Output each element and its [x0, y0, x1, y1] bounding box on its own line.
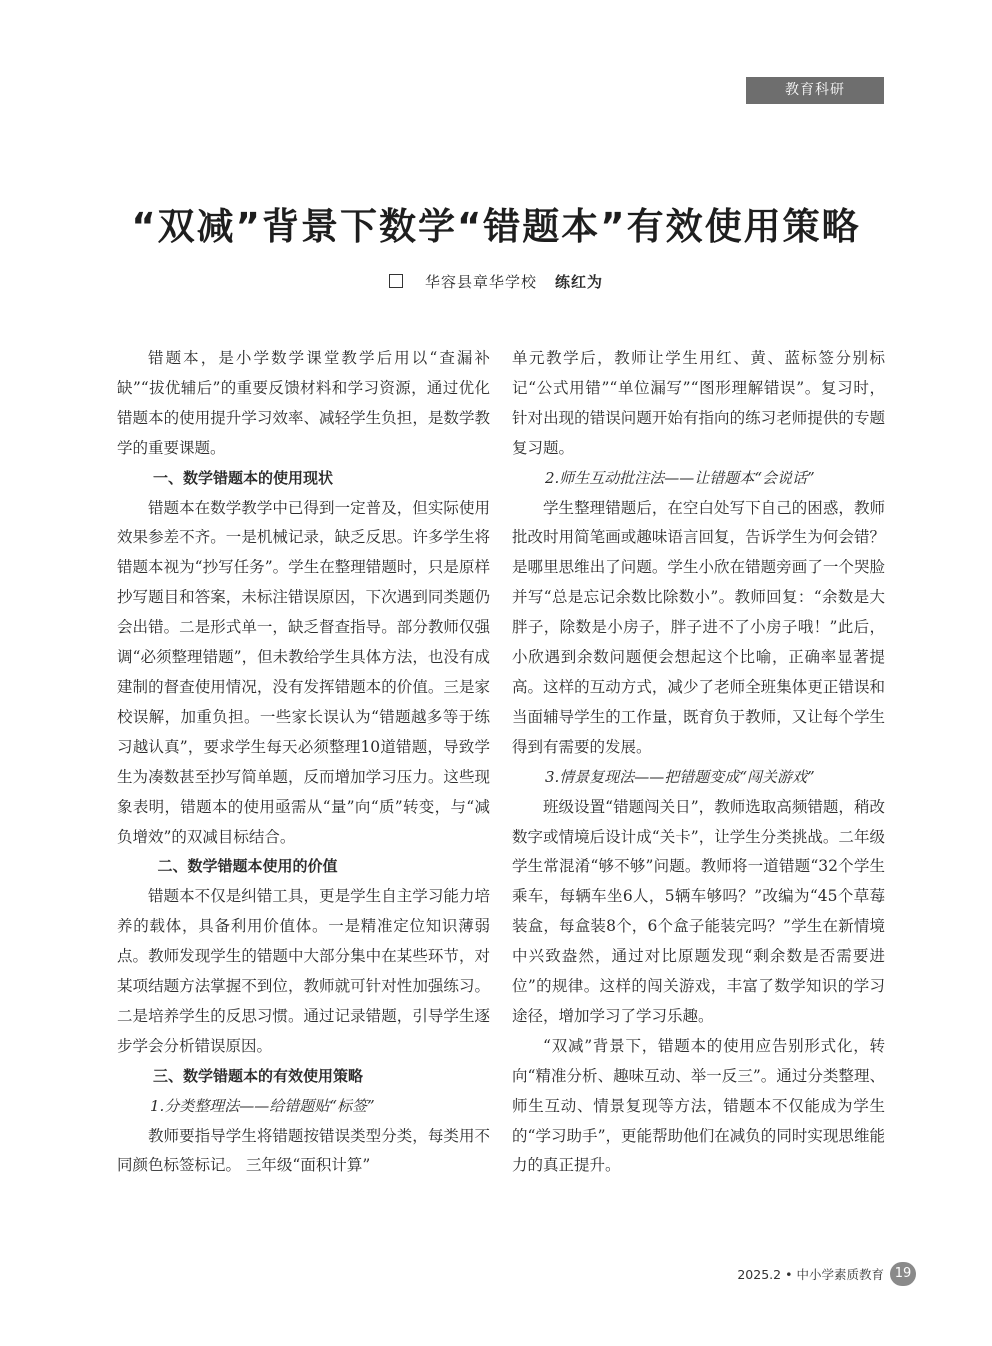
body-paragraph: 错题本不仅是纠错工具，更是学生自主学习能力培养的载体，具备利用价值体。一是精准定位知识薄弱点。教师发现学生的错题中大部分集中在某些环节，对某项结题方法掌握不到位，教师就可针对性加强练习。二是培养学生的反思习惯。通过记录错题，引导学生逐步学会分析错误原因。	[117, 887, 490, 1055]
section-heading-3: 三、数学错题本的有效使用策略	[153, 1066, 364, 1085]
conclusion-paragraph: “双减”背景下，错题本的使用应告别形式化，转向“精准分析、趣味互动、举一反三”。通过分类整理、师生互动、情景复现等方法，错题本不仅能成为学生的“学习助手”，更能帮助他们在减负的同时实现思维能力的真正提升。	[512, 1036, 885, 1175]
article-title: “双减”背景下数学“错题本”有效使用策略	[131, 205, 861, 248]
issue-number: 2025.2	[737, 1266, 782, 1282]
journal-name: 中小学素质教育	[796, 1267, 884, 1282]
byline	[0, 270, 992, 294]
author-name: 练红为	[555, 273, 604, 291]
right-column	[512, 344, 885, 1181]
section-heading-1: 一、数学错题本的使用现状	[153, 468, 334, 487]
page-footer	[737, 1262, 916, 1286]
left-column	[117, 344, 490, 1181]
body-paragraph: 学生整理错题后，在空白处写下自己的困惑，教师批改时用简笔画或趣味语言回复，告诉学生为何会错？是哪里思维出了问题。学生小欣在错题旁画了一个哭脸并写“总是忘记余数比除数小”。教师回复：“余数是大胖子，除数是小房子，胖子进不了小房子哦！”此后，小欣遇到余数问题便会想起这个比喻，正确率显著提高。这样的互动方式，减少了老师全班集体更正错误和当面辅导学生的工作量，既育负于教师，又让每个学生得到有需要的发展。	[512, 498, 885, 756]
subheading-3: 3.情景复现法——把错题变成“闯关游戏”	[545, 767, 815, 786]
body-paragraph: 错题本在数学教学中已得到一定普及，但实际使用效果参差不齐。一是机械记录，缺乏反思。许多学生将错题本视为“抄写任务”。学生在整理错题时，只是原样抄写题目和答案，未标注错误原因，下次遇到同类题仍会出错。二是形式单一，缺乏督查指导。部分教师仅强调“必须整理错题”，但未教给学生具体方法，也没有成建制的督查使用情况，没有发挥错题本的价值。三是家校误解，加重负担。一些家长误认为“错题越多等于练习越认真”，要求学生每天必须整理10道错题，导致学生为凑数甚至抄写简单题，反而增加学习压力。这些现象表明，错题本的使用亟需从“量”向“质”转变，与“减负增效”的双减目标结合。	[117, 498, 490, 846]
square-marker-icon	[389, 274, 403, 288]
author-affiliation: 华容县章华学校	[424, 273, 537, 291]
intro-paragraph: 错题本，是小学数学课堂教学后用以“查漏补缺”“拔优辅后”的重要反馈材料和学习资源，通过优化错题本的使用提升学习效率、减轻学生负担，是数学教学的重要课题。	[117, 349, 490, 457]
body-paragraph: 班级设置“错题闯关日”，教师选取高频错题，稍改数字或情境后设计成“关卡”，让学生分类挑战。二年级学生常混淆“够不够”问题。教师将一道错题“32个学生乘车，每辆车坐6人，5辆车够吗？”改编为“45个草莓装盒，每盒装8个，6个盒子能装完吗？”学生在新情境中兴致盎然，通过对比原题发现“剩余数是否需要进位”的规律。这样的闯关游戏，丰富了数学知识的学习途径，增加学习了学习乐趣。	[512, 797, 885, 1025]
section-heading-2: 二、数学错题本使用的价值	[157, 857, 338, 876]
section-label: 教育科研	[746, 77, 884, 104]
footer-separator: •	[785, 1266, 793, 1282]
subheading-2: 2.师生互动批注法——让错题本“会说话”	[545, 468, 815, 487]
body-paragraph: 教师要指导学生将错题按错误类型分类，每类用不同颜色标签标记。 三年级“面积计算”	[117, 1126, 490, 1175]
page-number: 19	[890, 1262, 916, 1286]
body-paragraph: 单元教学后，教师让学生用红、黄、蓝标签分别标记“公式用错”“单位漏写”“图形理解错误”。复习时，针对出现的错误问题开始有指向的练习老师提供的专题复习题。	[512, 349, 885, 457]
subheading-1: 1.分类整理法——给错题贴“标签”	[150, 1096, 375, 1115]
